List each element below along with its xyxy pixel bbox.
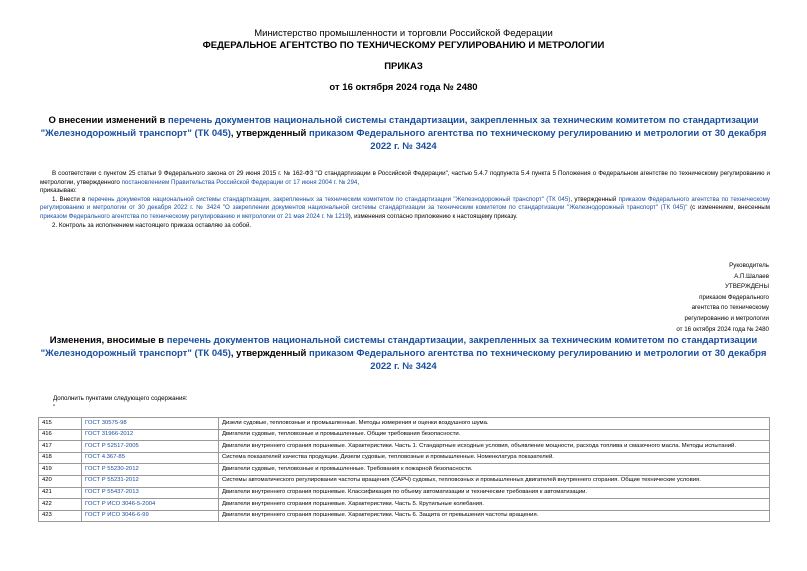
- standard-code-link[interactable]: ГОСТ 30575-98: [85, 419, 127, 426]
- table-row: [39, 499, 770, 511]
- standard-title: Двигатели судовые, тепловозные и промышленные. Требования к пожарной безопасности.: [219, 464, 770, 476]
- standard-title: Двигатели внутреннего сгорания поршневые. Характеристики. Часть 5. Крутильные колебания.: [219, 499, 770, 511]
- approved-line-4: от 16 октября 2024 года № 2480: [676, 325, 769, 333]
- standard-title: Двигатели внутреннего сгорания поршневые. Характеристики. Часть 6. Защита от превышения частоты вращения.: [219, 510, 770, 522]
- document-type: ПРИКАЗ: [384, 61, 423, 72]
- standard-code-link[interactable]: ГОСТ Р ИСО 3046-5-2004: [85, 500, 156, 507]
- clause-1-order-link[interactable]: приказом Федерального агентства по техническому регулированию и метрологии от 30 декабря 2022 г. № 3424 "О закреплении документов национальной системы стандартизации за техническим комитетом по стандартизации "Железнодорожный транспорт" (ТК 045)": [40, 195, 770, 212]
- preamble-paragraph: [40, 170, 770, 187]
- row-number: 423: [39, 510, 82, 522]
- clause-1-text-d: ), изменения согласно приложению к настоящему приказу.: [348, 212, 518, 220]
- table-row: [39, 429, 770, 441]
- standard-code-cell: [82, 418, 219, 430]
- clause-1-text-a: 1. Внести в: [52, 195, 88, 203]
- row-number: 415: [39, 418, 82, 430]
- standard-title: Двигатели внутреннего сгорания поршневые. Характеристики. Часть 1. Стандартные исходные условия, объявление мощности, расхода топлива и смазочного масла. Методы испытаний.: [219, 441, 770, 453]
- standard-code-cell: [82, 429, 219, 441]
- preamble-text: В соответствии с пунктом 25 статьи 9 Федерального закона от 29 июня 2015 г. № 162-ФЗ "О стандартизации в Российской Федерации", частью 5.4.7 подпункта 5.4 пункта 5 Положения о Федеральном агентстве по техническому регулированию и метрологии, утвержденного: [40, 170, 770, 186]
- signatory-name: А.П.Шалаев: [734, 272, 769, 280]
- order-body: [40, 170, 770, 230]
- clause-2: 2. Контроль за исполнением настоящего приказа оставляю за собой.: [52, 221, 252, 229]
- clause-1-list-link[interactable]: перечень документов национальной системы стандартизации, закрепленных за техническим комитетом по стандартизации "Железнодорожный транспорт" (ТК 045): [87, 195, 571, 203]
- clause-1: [40, 196, 770, 222]
- signature-block: [569, 261, 769, 335]
- standard-code-cell: [82, 499, 219, 511]
- appendix-title-prefix: Изменения, вносимые в: [49, 335, 167, 346]
- approved-line-1: приказом Федерального: [699, 293, 769, 301]
- standard-code-cell: [82, 510, 219, 522]
- standard-code-link[interactable]: ГОСТ Р 55437-2013: [85, 489, 139, 496]
- table-row: [39, 452, 770, 464]
- amendment-intro-text: Дополнить пунктами следующего содержания:: [53, 395, 188, 402]
- standard-code-cell: [82, 464, 219, 476]
- standard-code-link[interactable]: ГОСТ Р 55231-2012: [85, 477, 139, 484]
- row-number: 421: [39, 487, 82, 499]
- order-word: приказываю:: [40, 187, 77, 195]
- approved-label: УТВЕРЖДЕНЫ: [725, 283, 769, 291]
- standard-title: Дизели судовые, тепловозные и промышленные. Методы измерения и оценки воздушного шума.: [219, 418, 770, 430]
- appendix-title: [40, 334, 767, 373]
- table-row: [39, 418, 770, 430]
- standard-code-link[interactable]: ГОСТ 4.367-85: [85, 454, 125, 461]
- preamble-end: ,: [357, 178, 360, 186]
- table-row: [39, 464, 770, 476]
- title-order-link[interactable]: приказом Федерального агентства по техническому регулированию и метрологии от 30 декабря 2022 г. № 3424: [309, 128, 767, 152]
- document-header: [0, 28, 807, 94]
- ministry-name: Министерство промышленности и торговли Российской Федерации: [254, 28, 553, 39]
- government-decree-link[interactable]: постановлением Правительства Российской Федерации от 17 июня 2004 г. № 294: [121, 178, 358, 186]
- title-list-link[interactable]: перечень документов национальной системы стандартизации, закрепленных за техническим комитетом по стандартизации "Железнодорожный транспорт" (ТК 045): [40, 115, 759, 139]
- document-title: [40, 114, 767, 153]
- standard-title: Системы автоматического регулирования частоты вращения (САРЧ) судовых, тепловозных и промышленных двигателей внутреннего сгорания. Общие технические условия.: [219, 475, 770, 487]
- signatory-position: Руководитель: [729, 262, 769, 269]
- table-row: [39, 487, 770, 499]
- row-number: 418: [39, 452, 82, 464]
- document-date-number: от 16 октября 2024 года № 2480: [329, 82, 478, 93]
- table-row: [39, 475, 770, 487]
- clause-1-text-b: , утвержденный: [570, 195, 619, 203]
- standard-code-link[interactable]: ГОСТ 31966-2012: [85, 431, 134, 438]
- title-prefix: О внесении изменений в: [48, 115, 169, 126]
- approved-line-3: регулированию и метрологии: [684, 314, 769, 322]
- amendment-intro: [53, 395, 187, 412]
- standard-title: Двигатели внутреннего сгорания поршневые. Классификация по объему автоматизации и технические требования к автоматизации.: [219, 487, 770, 499]
- agency-name: ФЕДЕРАЛЬНОЕ АГЕНТСТВО ПО ТЕХНИЧЕСКОМУ РЕГУЛИРОВАНИЮ И МЕТРОЛОГИИ: [202, 40, 605, 51]
- standard-code-link[interactable]: ГОСТ Р ИСО 3046-6-99: [85, 512, 149, 519]
- appendix-order-link[interactable]: приказом Федерального агентства по техническому регулированию и метрологии от 30 декабря 2022 г. № 3424: [309, 348, 767, 372]
- appendix-list-link[interactable]: перечень документов национальной системы стандартизации, закрепленных за техническим комитетом по стандартизации "Железнодорожный транспорт" (ТК 045): [40, 335, 758, 359]
- standard-title: Система показателей качества продукции. Дизели судовые, тепловозные и промышленные. Номенклатура показателей.: [219, 452, 770, 464]
- standard-code-link[interactable]: ГОСТ Р 52517-2005: [85, 442, 139, 449]
- approved-line-2: агентства по техническому: [691, 304, 769, 312]
- table-row: [39, 441, 770, 453]
- amendment-table: [38, 417, 770, 522]
- opening-quote: ": [53, 403, 56, 411]
- amendment-table-body: [39, 418, 770, 522]
- clause-1-amendment-link[interactable]: приказом Федерального агентства по техническому регулированию и метрологии от 21 мая 2024 г. № 1219: [40, 212, 349, 220]
- table-row: [39, 510, 770, 522]
- standard-title: Двигатели судовые, тепловозные и промышленные. Общие требования безопасности.: [219, 429, 770, 441]
- row-number: 416: [39, 429, 82, 441]
- row-number: 419: [39, 464, 82, 476]
- appendix-title-middle: , утвержденный: [230, 348, 310, 359]
- row-number: 420: [39, 475, 82, 487]
- row-number: 417: [39, 441, 82, 453]
- standard-code-cell: [82, 452, 219, 464]
- standard-code-cell: [82, 487, 219, 499]
- standard-code-link[interactable]: ГОСТ Р 55230-2012: [85, 465, 139, 472]
- row-number: 422: [39, 499, 82, 511]
- title-middle: , утвержденный: [230, 128, 310, 139]
- standard-code-cell: [82, 475, 219, 487]
- standard-code-cell: [82, 441, 219, 453]
- clause-1-text-c: (с изменением, внесенным: [687, 204, 770, 212]
